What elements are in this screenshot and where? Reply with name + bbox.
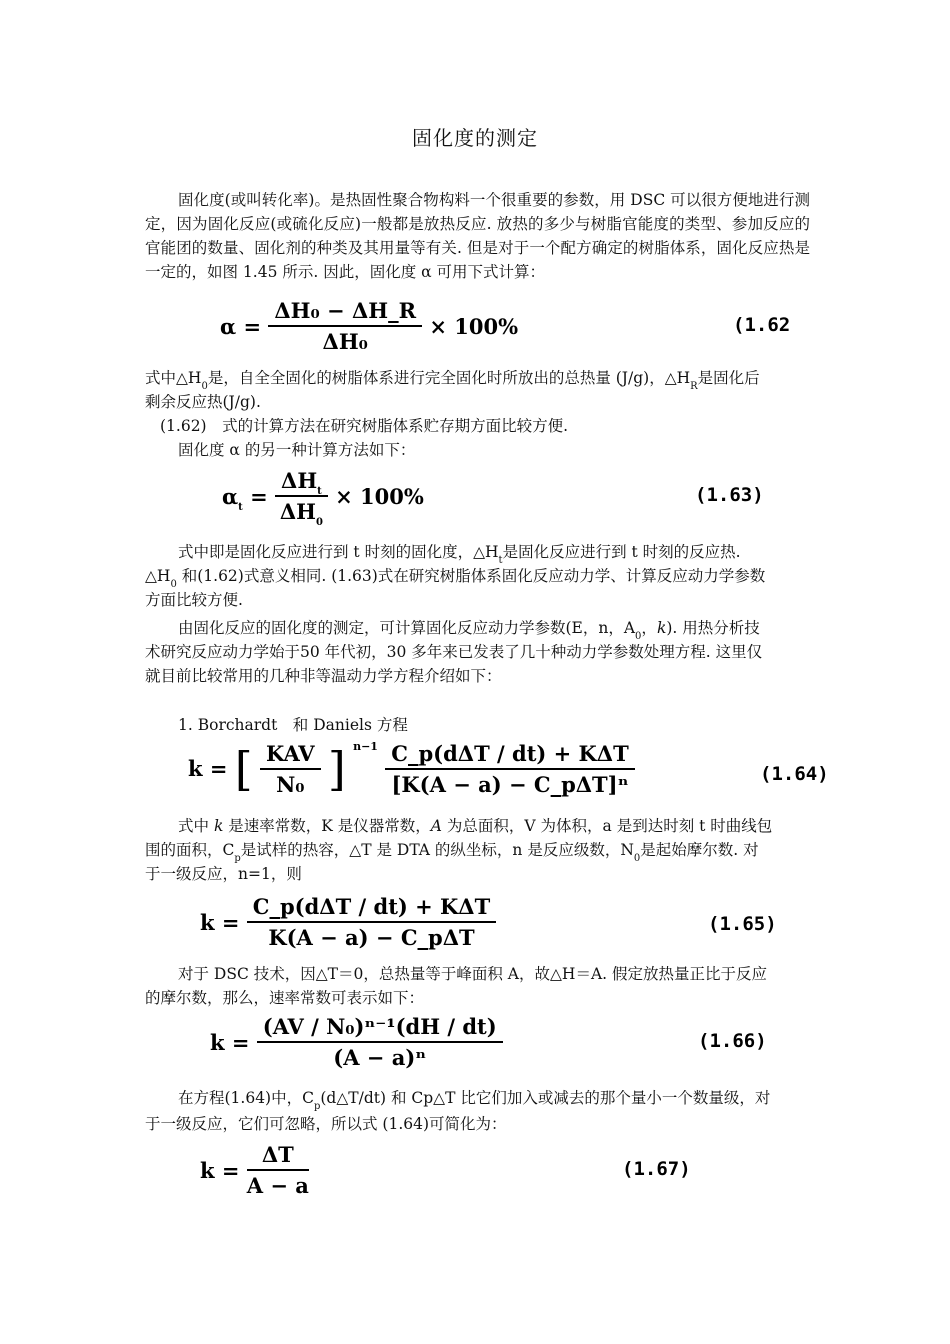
subscript: p: [234, 853, 241, 864]
eq-fraction: [247, 894, 496, 950]
eq-numerator: C_p(dΔT / dt) + KΔT: [385, 741, 634, 770]
eq-numerator: KAV: [260, 741, 320, 770]
subscript: p: [313, 1101, 321, 1112]
subscript: 0: [201, 381, 208, 392]
eq-denominator: A − a: [246, 1173, 309, 1198]
equation-number-1-64: (1.64): [760, 763, 829, 785]
equation-1-65: [200, 894, 496, 950]
eq-numerator: [275, 468, 328, 497]
eq-fraction: [247, 1142, 309, 1198]
text-line: [178, 814, 772, 838]
subscript: 0: [633, 853, 641, 864]
equation-number-1-62: (1.62: [733, 314, 791, 336]
text-line: 术研究反应动力学始于50 年代初，30 多年来已发表了几十种动力学参数处理方程. 这里仅: [145, 643, 763, 661]
subscript: 0: [316, 517, 323, 528]
text-line: 方面比较方便.: [145, 591, 243, 609]
text-run: k: [213, 817, 224, 835]
equation-1-66: [210, 1014, 503, 1070]
text-line: 于一级反应，n=1，则: [145, 865, 302, 883]
equation-1-62: [220, 298, 518, 354]
text-run: k: [656, 619, 667, 637]
equation-1-63: [222, 468, 424, 528]
text-line: 的摩尔数，那么，速率常数可表示如下：: [145, 989, 425, 1007]
subscript: t: [498, 555, 503, 566]
text-line: [178, 616, 760, 640]
eq-numerator: (AV / N₀)ⁿ⁻¹(dH / dt): [257, 1014, 503, 1043]
equation-1-67: [200, 1142, 309, 1198]
page-title: 固化度的测定: [412, 126, 538, 150]
subscript: 0: [635, 631, 642, 642]
text-run: 是，自全全固化的树脂体系进行完全固化时所放出的总热量 (J/g)，△H: [207, 369, 691, 387]
text-line: 固化度 α 的另一种计算方法如下：: [178, 441, 416, 459]
text-run: 为总面积，V 为体积，a 是到达时刻 t 时曲线包: [441, 817, 773, 835]
subscript: 0: [170, 579, 177, 590]
subscript: R: [690, 381, 698, 392]
eq-exponent: n−1: [353, 740, 378, 753]
text-run: 和(1.62)式意义相同. (1.63)式在研究树脂体系固化反应动力学、计算反应动力学参数: [176, 567, 766, 585]
eq-equals: =: [250, 483, 268, 509]
eq-symbol: α: [222, 483, 239, 509]
text-line: 剩余反应热(J/g).: [145, 393, 261, 411]
eq-symbol: ΔH: [279, 499, 316, 524]
eq-symbol: ΔH: [281, 468, 318, 493]
eq-denominator: (A − a)ⁿ: [333, 1045, 427, 1070]
equation-number-1-66: (1.66): [698, 1030, 767, 1052]
text-run: A: [430, 817, 442, 835]
text-run: 是试样的热容，△T 是 DTA 的纵坐标，n 是反应级数，N: [240, 841, 634, 859]
eq-denominator: K(A − a) − C_pΔT: [268, 925, 475, 950]
text-line: (1.62) 式的计算方法在研究树脂体系贮存期方面比较方便.: [160, 417, 569, 435]
text-run: 式中: [178, 817, 214, 835]
text-line: [178, 540, 741, 564]
subscript: t: [317, 486, 322, 497]
text-run: 是固化反应进行到 t 时刻的反应热.: [502, 543, 741, 561]
eq-fraction: [275, 468, 328, 528]
eq-fraction: [257, 1014, 503, 1070]
text-line: [178, 1086, 770, 1110]
eq-denominator: ΔH₀: [322, 329, 368, 354]
bracket-left: [: [234, 741, 253, 796]
text-run: 式中即是固化反应进行到 t 时刻的固化度，△H: [178, 543, 499, 561]
eq-lhs: k =: [200, 909, 240, 935]
eq-lhs: [222, 483, 268, 513]
eq-lhs: k =: [200, 1157, 240, 1183]
equation-number-1-67: (1.67): [622, 1158, 691, 1180]
eq-numerator: C_p(dΔT / dt) + KΔT: [247, 894, 496, 923]
bracket-right: ]: [327, 741, 346, 796]
text-run: 是速率常数，K 是仪器常数，: [223, 817, 431, 835]
text-run: 围的面积，C: [145, 841, 235, 859]
equation-number-1-63: (1.63): [695, 484, 764, 506]
section-heading: 1. Borchardt 和 Daniels 方程: [178, 716, 408, 734]
eq-denominator: N₀: [276, 771, 305, 797]
eq-lhs: k =: [210, 1029, 250, 1055]
text-run: (d△T/dt) 和 Cp△T 比它们加入或减去的那个量小一个数量级，对: [320, 1089, 771, 1107]
equation-1-64: [188, 740, 635, 797]
text-line: 于一级反应，它们可忽略，所以式 (1.64)可简化为：: [145, 1115, 507, 1133]
equation-number-1-65: (1.65): [708, 913, 777, 935]
eq-fraction: [385, 741, 634, 797]
eq-tail: × 100%: [429, 313, 519, 339]
text-run: ). 用热分析技: [666, 619, 760, 637]
eq-fraction: [268, 298, 422, 354]
eq-denominator: [275, 497, 328, 528]
eq-numerator: ΔH₀ − ΔH_R: [268, 298, 422, 327]
text-run: 是起始摩尔数. 对: [640, 841, 759, 859]
eq-lhs: k =: [188, 756, 228, 781]
text-line: [145, 366, 760, 390]
subscript: t: [238, 501, 243, 513]
text-run: 式中△H: [145, 369, 202, 387]
text-run: 由固化反应的固化度的测定，可计算固化反应动力学参数(E，n，A: [178, 619, 636, 637]
eq-bracket-fraction: [260, 741, 320, 797]
eq-denominator: [K(A − a) − C_pΔT]ⁿ: [391, 771, 629, 797]
eq-numerator: ΔT: [247, 1142, 309, 1171]
text-line: 对于 DSC 技术，因△T＝0，总热量等于峰面积 A，故△H＝A. 假定放热量正比于反应: [178, 965, 767, 983]
intro-paragraph: 固化度(或叫转化率)。是热固性聚合物构料一个很重要的参数，用 DSC 可以很方便地进行测定，因为固化反应(或硫化反应)一般都是放热反应. 放热的多少与树脂官能度的类型、参加反应的官能团的数量、固化剂的种类及其用量等有关. 但是对于一个配方确定的树脂体系，固化反应热是一定的，如图 1.45 所示. 因此，固化度 α 可用下式计算：: [145, 191, 810, 281]
text-run: 在方程(1.64)中，C: [178, 1089, 314, 1107]
eq-lhs: α =: [220, 313, 262, 339]
text-line: 就目前比较常用的几种非等温动力学方程介绍如下：: [145, 667, 502, 685]
eq-tail: × 100%: [335, 483, 424, 509]
text-run: 是固化后: [697, 369, 760, 387]
text-line: [145, 564, 765, 588]
text-line: [145, 838, 759, 862]
text-run: △H: [145, 567, 171, 585]
text-run: ，: [641, 619, 657, 637]
